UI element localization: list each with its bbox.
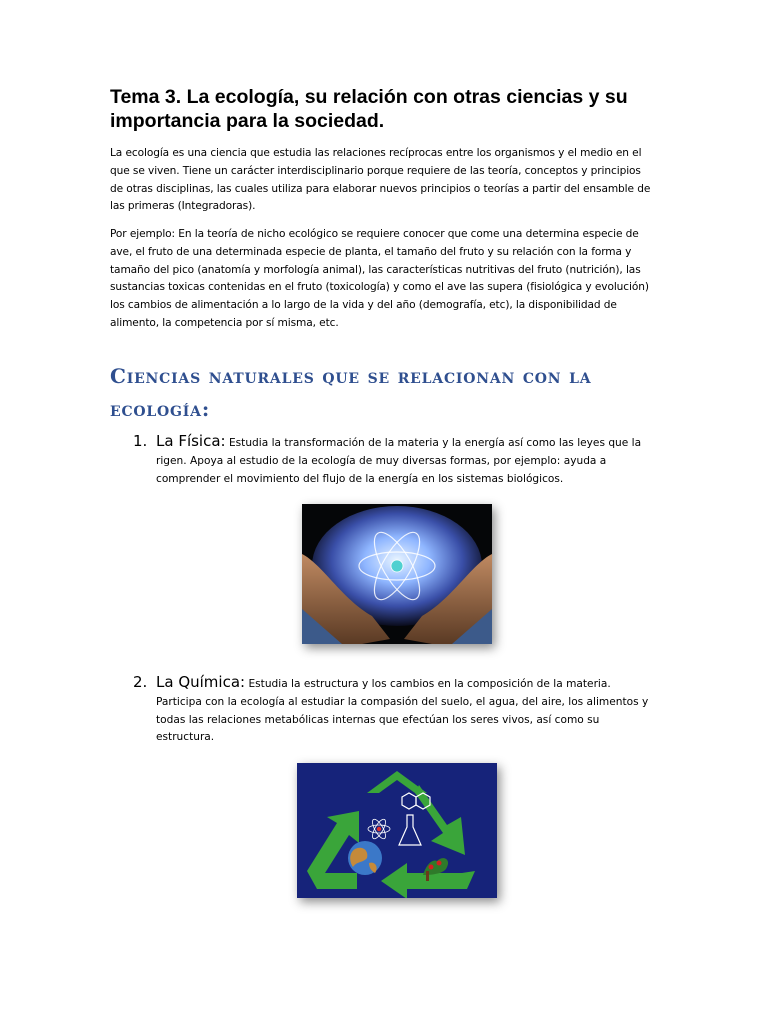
intro-paragraph: La ecología es una ciencia que estudia las relaciones recíprocas entre los organismos y el medio en el que se viven. Tiene un carácter interdisciplinario porque requiere de las teoría, conceptos y principios de otras disciplinas, las cuales utiliza para elaborar nuevos principios o teorías a partir del ensamble de las primeras (Integradoras). xyxy=(110,147,651,213)
list-number: 1. xyxy=(133,432,148,450)
list-item-heading: La Química: xyxy=(156,673,246,691)
list-number: 2. xyxy=(133,673,148,691)
list-item-chemistry xyxy=(133,673,653,747)
section-heading: Ciencias naturales que se relacionan con la ecología: xyxy=(110,364,592,421)
physics-image xyxy=(302,504,492,644)
page-title: Tema 3. La ecología, su relación con otras ciencias y su importancia para la sociedad. xyxy=(110,86,628,132)
list-item-text: Estudia la estructura y los cambios en la composición de la materia. Participa con la ecología al estudiar la compasión del suelo, el agua, del aire, los alimentos y todas las relaciones metabólicas internas que efectúan los seres vivos, así como su estructura. xyxy=(156,678,649,744)
list-item-physics xyxy=(133,432,653,488)
example-paragraph: Por ejemplo: En la teoría de nicho ecológico se requiere conocer que come una determina especie de ave, el fruto de una determinada especie de planta, el tamaño del fruto y su relación con la forma y tamaño del pico (anatomía y morfología animal), las características nutritivas del fruto (nutrición), las sustancias toxicas contenidas en el fruto (toxicología) y como el ave las supera (fisiológica y evolución) los cambios de alimentación a lo largo de la vida y del año (demografía, etc), la disponibilidad de alimento, la competencia por sí misma, etc. xyxy=(110,228,649,329)
chemistry-image xyxy=(297,763,497,898)
list-item-heading: La Física: xyxy=(156,432,226,450)
list-item-text: Estudia la transformación de la materia y la energía así como las leyes que la rigen. Apoya al estudio de la ecología de muy diversas formas, por ejemplo: ayuda a comprender el movimiento del flujo de la energía en los sistemas biológicos. xyxy=(156,437,642,485)
